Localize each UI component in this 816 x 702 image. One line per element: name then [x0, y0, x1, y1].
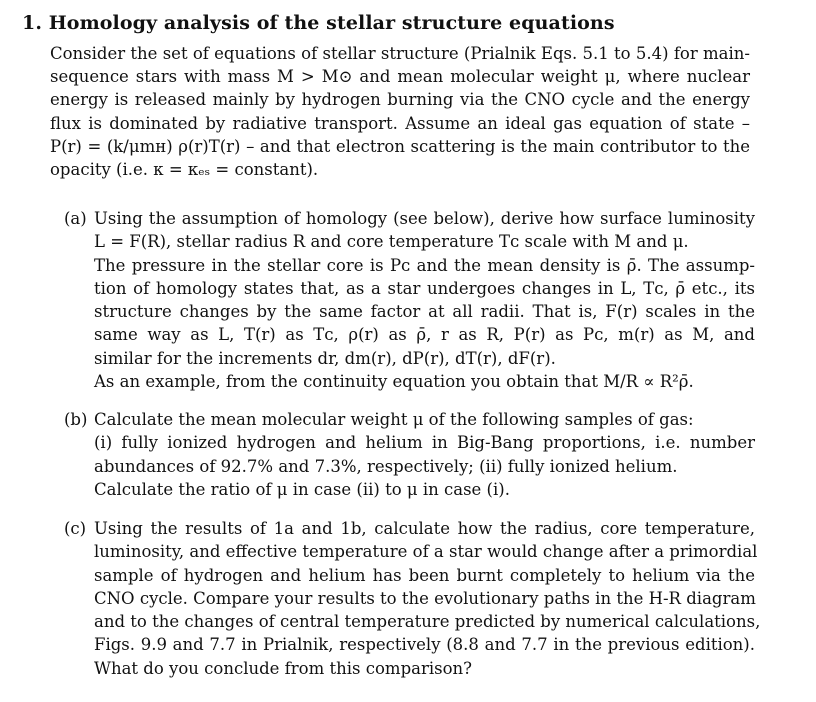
part-a-line: As an example, from the continuity equation you obtain that M/R ∝ R²ρ̄.	[94, 372, 694, 392]
part-a-label: (a)	[64, 209, 87, 228]
intro-line: Consider the set of equations of stellar structure (Prialnik Eqs. 5.1 to 5.4) for main-	[50, 44, 750, 63]
part-b-line: Calculate the ratio of μ in case (ii) to μ in case (i).	[94, 479, 510, 499]
part-a-line: similar for the increments dr, dm(r), dP(r), dT(r), dF(r).	[94, 348, 556, 368]
part-c-line: Figs. 9.9 and 7.7 in Prialnik, respectively (8.8 and 7.7 in the previous edition).	[94, 635, 755, 655]
part-b	[50, 408, 755, 501]
part-b-label: (b)	[64, 410, 88, 429]
part-b-line: abundances of 92.7% and 7.3%, respectively; (ii) fully ionized helium.	[94, 456, 678, 476]
part-b-text	[94, 408, 755, 501]
part-c-line: CNO cycle. Compare your results to the evolutionary paths in the H-R diagram	[94, 588, 756, 608]
part-c-line: sample of hydrogen and helium has been burnt completely to helium via the	[94, 565, 755, 585]
problem-heading: 1. Homology analysis of the stellar structure equations	[22, 12, 615, 34]
part-c-line: luminosity, and effective temperature of a star would change after a primordial	[94, 542, 758, 562]
part-a-line: structure changes by the same factor at all radii. That is, F(r) scales in the	[94, 302, 755, 322]
part-a-line: L = F(R), stellar radius R and core temperature Tᴄ scale with M and μ.	[94, 232, 689, 252]
part-c	[50, 517, 761, 680]
part-a-line: same way as L, T(r) as Tᴄ, ρ(r) as ρ̄, r as R, P(r) as Pᴄ, m(r) as M, and	[94, 325, 755, 345]
part-c-text	[94, 517, 761, 680]
part-c-label: (c)	[64, 519, 87, 538]
intro-line: flux is dominated by radiative transport. Assume an ideal gas equation of state –	[50, 113, 750, 133]
part-b-line: Calculate the mean molecular weight μ of the following samples of gas:	[94, 410, 694, 429]
part-a-text	[94, 207, 755, 393]
part-a-line: Using the assumption of homology (see below), derive how surface luminosity	[94, 209, 755, 228]
part-a	[50, 207, 755, 393]
intro-line: energy is released mainly by hydrogen burning via the CNO cycle and the energy	[50, 90, 750, 110]
part-b-line: (i) fully ionized hydrogen and helium in Big-Bang proportions, i.e. number	[94, 433, 755, 453]
part-c-line: Using the results of 1a and 1b, calculate how the radius, core temperature,	[94, 519, 755, 538]
part-a-line: The pressure in the stellar core is Pᴄ and the mean density is ρ̄. The assump-	[94, 255, 755, 275]
part-a-line: tion of homology states that, as a star undergoes changes in L, Tᴄ, ρ̄ etc., its	[94, 278, 755, 298]
intro-line: sequence stars with mass M > M⊙ and mean molecular weight μ, where nuclear	[50, 67, 750, 87]
intro-line: opacity (i.e. κ = κₑₛ = constant).	[50, 160, 319, 180]
part-c-line: What do you conclude from this comparison?	[94, 658, 473, 678]
part-c-line: and to the changes of central temperature predicted by numerical calculations,	[94, 612, 761, 632]
intro-line: P(r) = (k/μmʜ) ρ(r)T(r) – and that electron scattering is the main contributor to the	[50, 136, 750, 156]
problem-intro	[50, 42, 750, 181]
